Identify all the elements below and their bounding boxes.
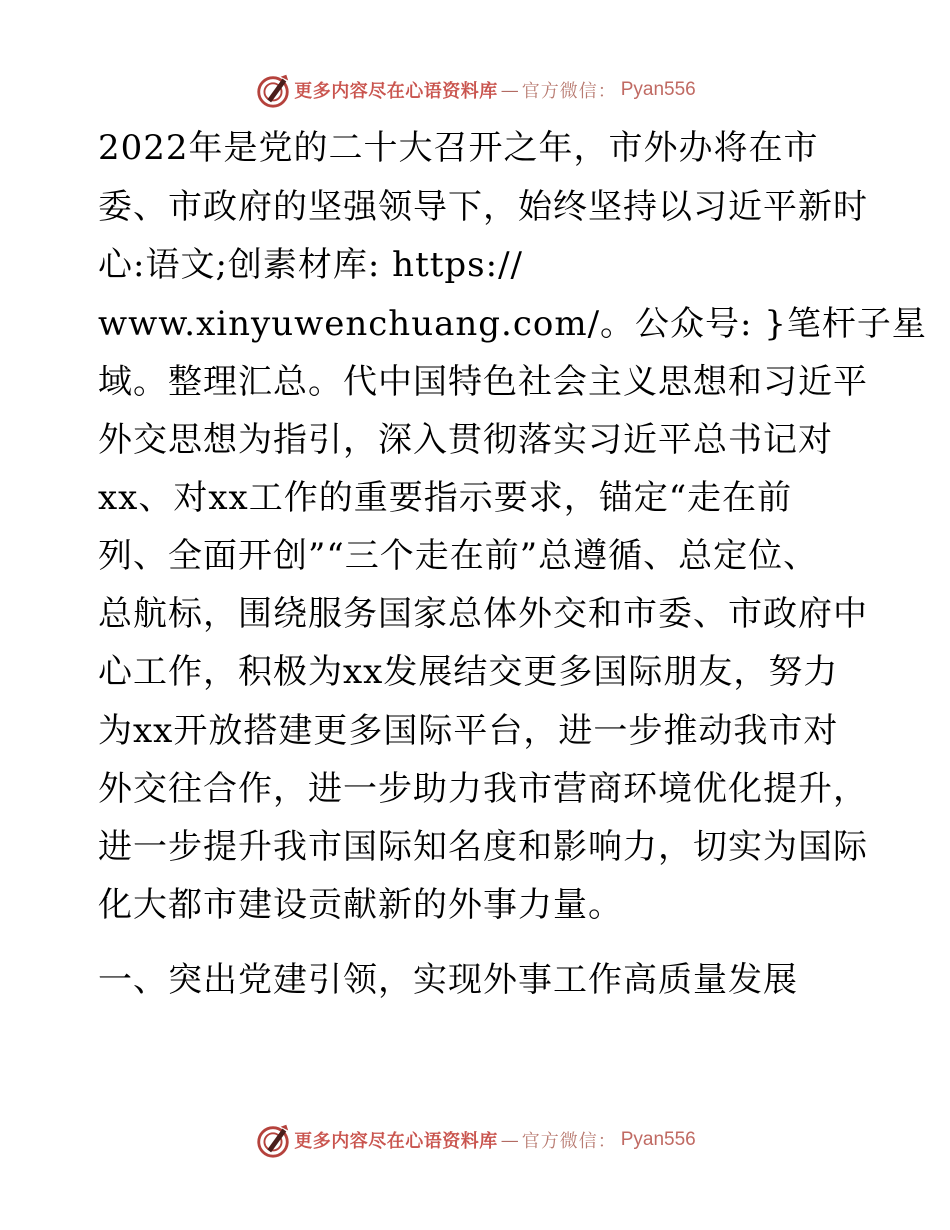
watermark-dash: — <box>500 1129 519 1151</box>
body-line-14: 化大都市建设贡献新的外事力量。 <box>98 885 623 925</box>
body-line-7: xx、对xx工作的重要指示要求，锚定“走在前 <box>98 478 793 518</box>
brand-logo-icon <box>254 71 292 109</box>
watermark-main-text: 更多内容尽在心语资料库 <box>294 81 498 102</box>
watermark-dash: — <box>500 79 519 101</box>
body-line-6: 外交思想为指引，深入贯彻落实习近平总书记对 <box>98 420 833 460</box>
body-line-5: 域。整理汇总。代中国特色社会主义思想和习近平 <box>98 362 868 402</box>
body-line-13: 进一步提升我市国际知名度和影响力，切实为国际 <box>98 827 868 867</box>
watermark-wechat-id: Pyan556 <box>620 1129 696 1150</box>
body-line-11: 为xx开放搭建更多国际平台，进一步推动我市对 <box>98 711 839 751</box>
body-line-10: 心工作，积极为xx发展结交更多国际朋友，努力 <box>98 652 839 692</box>
body-line-12: 外交往合作，进一步助力我市营商环境优化提升， <box>98 769 868 809</box>
watermark-sub-text: 官方微信： <box>521 81 617 102</box>
section-heading: 一、突出党建引领，实现外事工作高质量发展 <box>98 960 798 1000</box>
body-line-2: 委、市政府的坚强领导下，始终坚持以习近平新时 <box>98 187 868 227</box>
watermark-sub-text: 官方微信： <box>521 1131 617 1152</box>
body-line-8: 列、全面开创”“三个走在前”总遵循、总定位、 <box>98 536 819 576</box>
body-line-9: 总航标，围绕服务国家总体外交和市委、市政府中 <box>98 594 868 634</box>
body-line-1: 2022年是党的二十大召开之年，市外办将在市 <box>98 128 819 168</box>
body-line-4: www.xinyuwenchuang.com/。公众号: }笔杆子星 <box>98 304 927 344</box>
brand-logo-icon <box>254 1121 292 1159</box>
body-line-3: 心:语文;创素材库: https:// <box>98 245 523 285</box>
watermark-footer <box>0 1117 950 1163</box>
watermark-wechat-id: Pyan556 <box>620 79 696 100</box>
watermark-main-text: 更多内容尽在心语资料库 <box>294 1131 498 1152</box>
watermark-header <box>0 67 950 113</box>
